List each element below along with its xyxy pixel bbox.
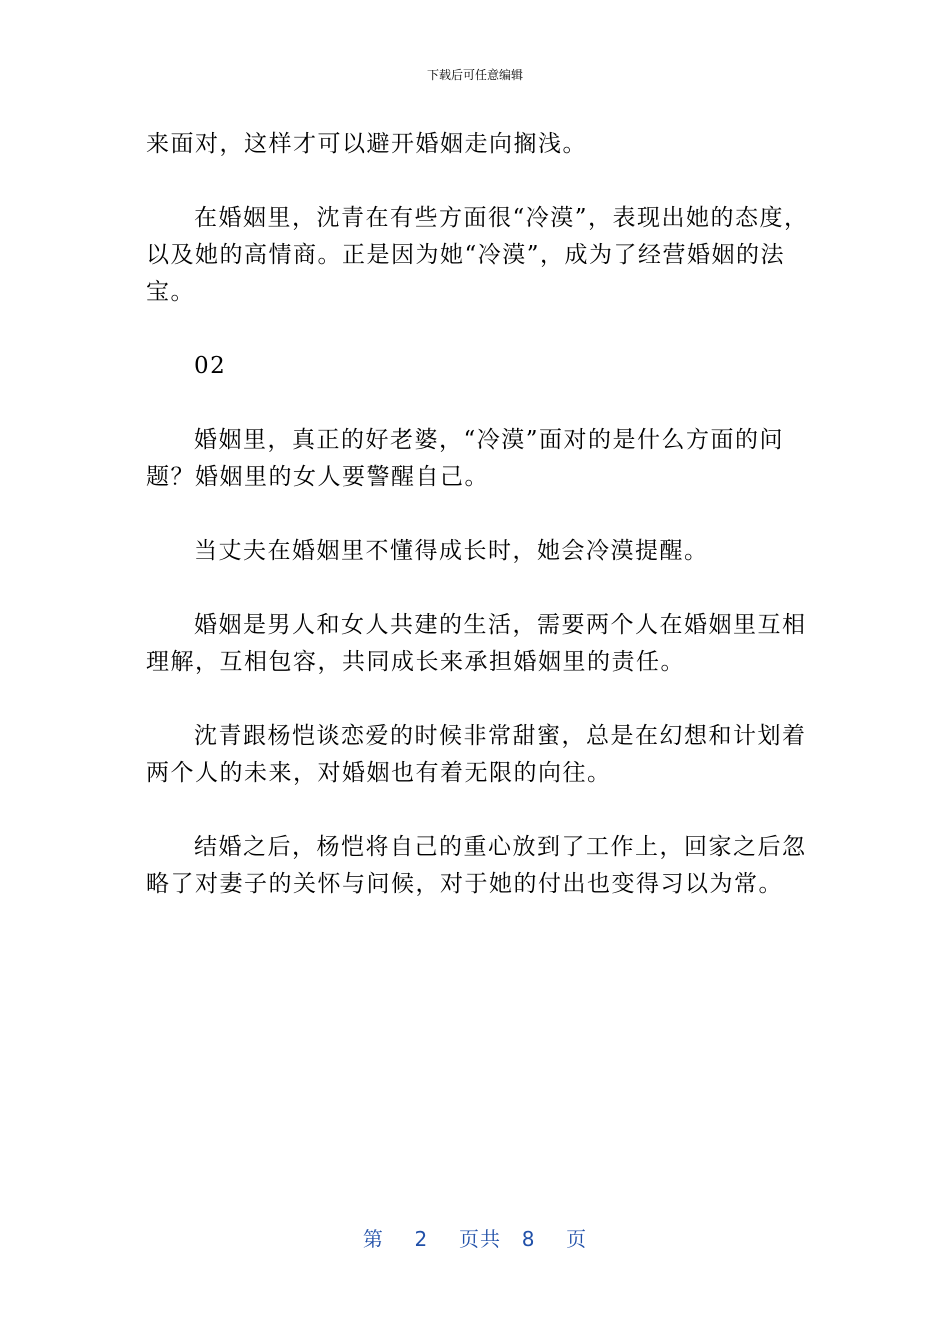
paragraph-2: 在婚姻里，沈青在有些方面很“冷漠”，表现出她的态度，以及她的高情商。正是因为她“冷漠”，成为了经营婚姻的法宝。 — [146, 205, 809, 305]
footer-current-page: 2 — [414, 1227, 429, 1251]
header-note: 下载后可任意编辑 — [426, 68, 523, 82]
footer-suffix: 页 — [566, 1227, 588, 1251]
footer-prefix: 第 — [362, 1227, 384, 1251]
paragraph-1: 来面对，这样才可以避开婚姻走向搁浅。 — [146, 131, 587, 157]
paragraph-5: 婚姻是男人和女人共建的生活，需要两个人在婚姻里互相理解，互相包容，共同成长来承担婚姻里的责任。 — [146, 612, 807, 675]
page-footer — [0, 1226, 950, 1252]
paragraph-3: 婚姻里，真正的好老婆，“冷漠”面对的是什么方面的问题？婚姻里的女人要警醒自己。 — [146, 427, 785, 490]
paragraph-6: 沈青跟杨恺谈恋爱的时候非常甜蜜，总是在幻想和计划着两个人的未来，对婚姻也有着无限的向往。 — [146, 723, 807, 786]
body-text — [146, 126, 810, 903]
footer-total-pages: 8 — [521, 1227, 536, 1251]
section-number: 02 — [194, 353, 227, 379]
paragraph-4: 当丈夫在婚姻里不懂得成长时，她会冷漠提醒。 — [194, 538, 709, 564]
footer-mid: 页共 — [459, 1227, 501, 1251]
paragraph-7: 结婚之后，杨恺将自己的重心放到了工作上，回家之后忽略了对妻子的关怀与问候，对于她的付出也变得习以为常。 — [146, 834, 807, 897]
